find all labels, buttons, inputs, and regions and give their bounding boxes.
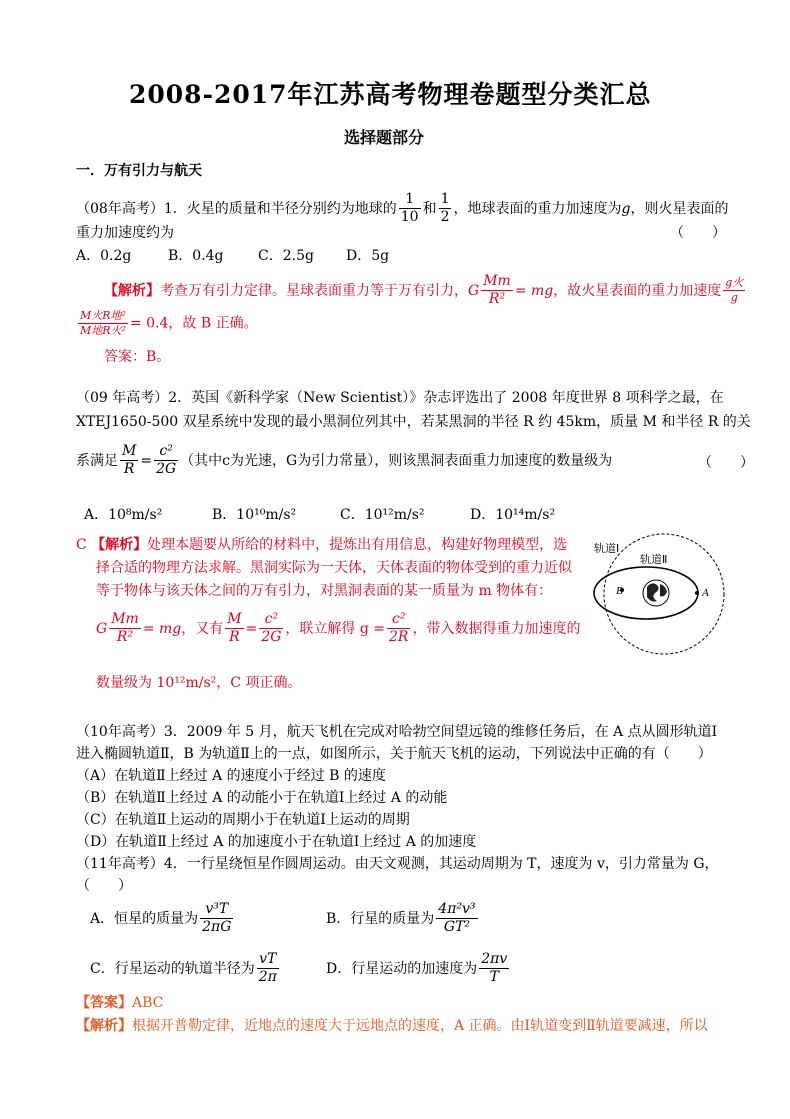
q2-analysis-line2: 择合适的物理方法求解。黑洞实际为一天体，天体表面的物体受到的重力近似: [96, 560, 572, 576]
q4-option-d: D．行星运动的加速度为 $\frac{2\pi v}{T}$: [326, 951, 508, 986]
q4-c-fraction: $\frac{vT}{2\pi}$: [258, 951, 277, 986]
q2-fraction-c2: $\frac{\text{c²}}{2G}$: [156, 443, 177, 478]
q1-option-d: D．5g: [346, 248, 390, 264]
analysis-tag: 【解析】: [91, 537, 148, 553]
q3-line2: 进入椭圆轨道Ⅱ，B 为轨道Ⅱ上的一点，如图所示，关于航天飞机的运动，下列说法中正确的有（ ）: [76, 746, 712, 762]
q1-answer: 答案：B。: [104, 349, 171, 365]
point-b-label: B: [616, 585, 623, 597]
q2-f2-fraction: $\frac{M}{R}$: [227, 611, 242, 646]
page-subtitle: 选择题部分: [344, 128, 425, 147]
q2-bracket: （ ）: [698, 455, 754, 471]
q1-option-c: C．2.5g: [258, 248, 314, 264]
q1-fraction-b: $\frac{1}{2}$: [440, 191, 450, 226]
q1-option-a: A．0.2g: [76, 248, 132, 264]
q1-mass-ratio-fraction: $\frac{\text{M火R地²}}{\text{M地R火²}}$: [80, 309, 126, 338]
orbit-diagram: [592, 530, 744, 662]
q1-option-b: B．0.4g: [168, 248, 224, 264]
q4-a-fraction: $\frac{\text{v³T}}{2\pi G}$: [202, 901, 232, 936]
q2-f4-fraction: $\frac{\text{c²}}{2R}$: [389, 611, 409, 646]
q2-fraction-mr: $\frac{M}{R}$: [122, 443, 137, 478]
q4-option-c: C．行星运动的轨道半径为 $\frac{vT}{2\pi}$: [90, 951, 277, 986]
q2-f1-fraction: $\frac{Mm}{\text{R²}}$: [111, 611, 139, 646]
q2-answer-letter: C: [76, 537, 87, 553]
q4-b-fraction: $\frac{\text{4π²v³}}{\text{GT²}}$: [438, 901, 476, 936]
q1-line1: （08年高考）1．火星的质量和半径分别约为地球的 $\frac{1}{10}$ 和 $\frac{1}{2}$ ，地球表面的重力加速度为g，则火星表面的: [76, 191, 729, 226]
q2-option-c: C．10¹²m/s²: [340, 507, 425, 523]
orbit-1-label: 轨道Ⅰ: [594, 543, 620, 555]
q4-line1: （11年高考）4．一行星绕恒星作圆周运动。由天文观测，其运动周期为 T，速度为 v，引力常量为 G，: [76, 856, 719, 872]
orbit-2-label: 轨道Ⅱ: [640, 554, 668, 566]
q3-option-d: （D）在轨道Ⅱ上经过 A 的加速度小于在轨道Ⅰ上经过 A 的加速度: [76, 834, 477, 850]
q2-line3: 系满足 $\frac{M}{R}$ = $\frac{\text{c²}}{2G}$ （其中c为光速，G为引力常量），则该黑洞表面重力加速度的数量级为: [76, 443, 613, 478]
analysis-tag: 【解析】: [104, 282, 160, 299]
q3-line1: （10年高考）3．2009 年 5 月，航天飞机在完成对哈勃空间望远镜的维修任务后，在 A 点从圆形轨道Ⅰ: [76, 724, 718, 740]
q1-result: $\frac{\text{M火R地²}}{\text{M地R火²}}$ = 0.4，故 B 正确。: [80, 309, 258, 338]
q2-analysis-line5: 数量级为 10¹²m/s²，C 项正确。: [96, 675, 302, 691]
q1-ratio-fraction: $\frac{\text{g火}}{g}$: [725, 276, 744, 305]
q3-option-a: （A）在轨道Ⅱ上经过 A 的速度小于经过 B 的速度: [76, 768, 386, 784]
q1-gmm-fraction: $\frac{Mm}{\text{R²}}$: [483, 273, 511, 308]
q2-option-a: A．10⁸m/s²: [84, 507, 163, 523]
q1-analysis: 【解析】考查万有引力定律。星球表面重力等于万有引力，G $\frac{Mm}{\text{R²}}$ = mg，故火星表面的重力加速度 $\frac{\text{g火}}{g}$: [104, 273, 744, 308]
q1-bracket: （ ）: [670, 225, 726, 241]
q2-f3-fraction: $\frac{\text{c²}}{2G}$: [261, 611, 282, 646]
answer-tag: 【答案】: [76, 995, 132, 1011]
q2-option-b: B．10¹⁰m/s²: [212, 507, 297, 523]
q2-line2: XTEJ1650-500 双星系统中发现的最小黑洞位列其中，若某黑洞的半径 R 约 45km，质量 M 和半径 R 的关: [76, 414, 751, 430]
q4-option-b: B．行星的质量为 $\frac{\text{4π²v³}}{\text{GT²}}$: [326, 901, 476, 936]
q4-answer: 【答案】ABC: [76, 995, 164, 1011]
point-a-label: A: [702, 587, 709, 599]
q4-option-a: A．恒星的质量为 $\frac{\text{v³T}}{2\pi G}$: [90, 901, 232, 936]
q1-line2: 重力加速度约为: [76, 225, 174, 241]
q4-analysis: 【解析】根据开普勒定律，近地点的速度大于远地点的速度，A 正确。由Ⅰ轨道变到Ⅱ轨道要减速，所以: [76, 1018, 708, 1034]
point-a-marker: [695, 591, 699, 595]
q2-line1: （09 年高考）2．英国《新科学家（New Scientist）》杂志评选出了 2008 年度世界 8 项科学之最，在: [76, 390, 724, 406]
q2-option-d: D．10¹⁴m/s²: [470, 507, 556, 523]
q3-option-b: （B）在轨道Ⅱ上经过 A 的动能小于在轨道Ⅰ上经过 A 的动能: [76, 790, 448, 806]
q2-formula-line: G $\frac{Mm}{\text{R²}}$ = mg，又有 $\frac{M}{R}$ = $\frac{\text{c²}}{2G}$ ，联立解得 g = $\frac{\text{c²}}{2R}$ ，带入数据得重力加速度的: [96, 611, 581, 646]
q2-analysis-line3: 等于物体与该天体之间的万有引力，对黑洞表面的某一质量为 m 物体有：: [96, 583, 553, 599]
q4-d-fraction: $\frac{2\pi v}{T}$: [481, 951, 508, 986]
page-title: 2008-2017年江苏高考物理卷题型分类汇总: [129, 80, 652, 109]
analysis-tag: 【解析】: [76, 1018, 132, 1034]
q3-option-c: （C）在轨道Ⅱ上运动的周期小于在轨道Ⅰ上运动的周期: [76, 812, 410, 828]
q4-line2: （ ）: [76, 878, 132, 894]
q1-fraction-a: $\frac{1}{10}$: [400, 191, 419, 226]
q2-analysis-line1: C 【解析】处理本题要从所给的材料中，提炼出有用信息，构建好物理模型，选: [76, 537, 568, 553]
section-heading: 一．万有引力与航天: [76, 163, 202, 179]
q1-intro: （08年高考）1．火星的质量和半径分别约为地球的: [76, 200, 397, 217]
